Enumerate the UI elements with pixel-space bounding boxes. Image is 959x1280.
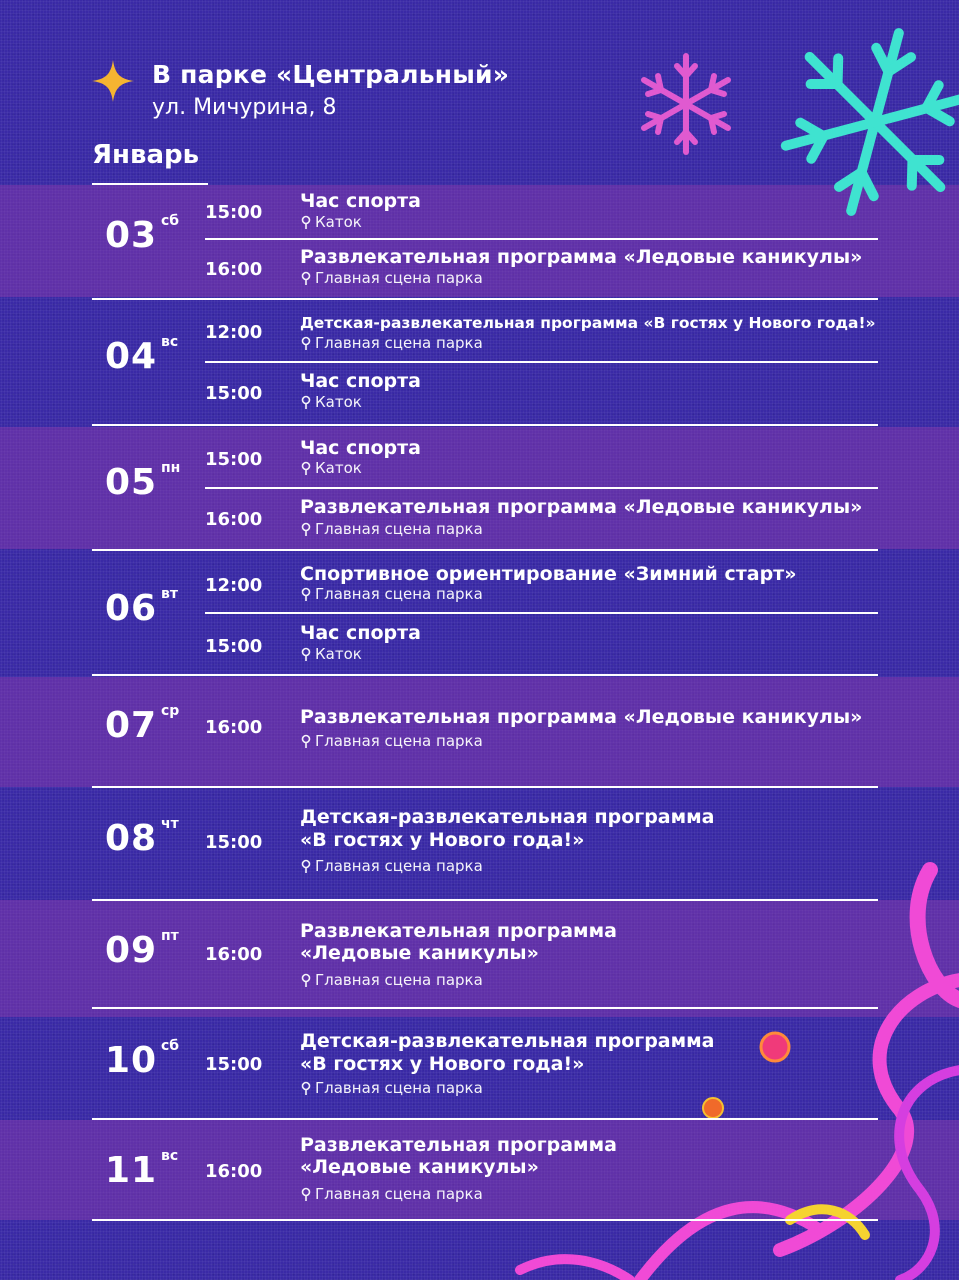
location-pin-icon: [300, 461, 312, 475]
weekday: пн: [161, 460, 181, 476]
park-address: ул. Мичурина, 8: [152, 95, 337, 120]
date-number: 09: [105, 930, 158, 971]
event-time: 16:00: [205, 1161, 263, 1182]
date-number: 07: [105, 705, 158, 746]
weekday: сб: [161, 213, 180, 229]
event-title: Развлекательная программа: [300, 1134, 617, 1156]
weekday: ср: [161, 703, 180, 719]
weekday: сб: [161, 1038, 180, 1054]
event-time: 15:00: [205, 636, 263, 657]
date-number: 03: [105, 215, 158, 256]
date-09: [105, 928, 179, 971]
event-title: Детская-развлекательная программа: [300, 806, 715, 828]
event-place: Главная сцена парка: [300, 1079, 483, 1097]
event-title: Детская-развлекательная программа: [300, 1030, 715, 1052]
event-title: Час спорта: [300, 622, 421, 644]
day-separator: [92, 1219, 878, 1221]
event-place: Главная сцена парка: [300, 585, 483, 603]
date-number: 04: [105, 336, 158, 377]
location-pin-icon: [300, 336, 312, 350]
event-time: 15:00: [205, 832, 263, 853]
event-time: 15:00: [205, 202, 263, 223]
event-time: 12:00: [205, 575, 263, 596]
location-pin-icon: [300, 647, 312, 661]
event-place: Главная сцена парка: [300, 857, 483, 875]
event-title: Спортивное ориентирование «Зимний старт»: [300, 563, 797, 585]
event-title: Час спорта: [300, 370, 421, 392]
location-pin-icon: [300, 395, 312, 409]
location-pin-icon: [300, 859, 312, 873]
event-place: Главная сцена парка: [300, 269, 483, 287]
location-pin-icon: [300, 271, 312, 285]
event-title-line2: «Ледовые каникулы»: [300, 1156, 539, 1178]
event-title: Развлекательная программа «Ледовые каникулы»: [300, 706, 863, 728]
date-04: [105, 334, 179, 377]
event-place: Каток: [300, 213, 362, 231]
event-title: Час спорта: [300, 437, 421, 459]
event-place: Главная сцена парка: [300, 971, 483, 989]
month-title: Январь: [92, 140, 200, 170]
date-07: [105, 703, 180, 746]
day-separator: [92, 674, 878, 676]
event-time: 16:00: [205, 944, 263, 965]
month-underline: [92, 183, 208, 185]
date-03: [105, 213, 180, 256]
event-title: Развлекательная программа «Ледовые каникулы»: [300, 496, 863, 518]
location-pin-icon: [300, 734, 312, 748]
date-11: [105, 1148, 179, 1191]
event-place: Главная сцена парка: [300, 334, 483, 352]
event-place: Главная сцена парка: [300, 732, 483, 750]
location-pin-icon: [300, 215, 312, 229]
event-place: Главная сцена парка: [300, 520, 483, 538]
date-06: [105, 586, 178, 629]
event-title-line2: «В гостях у Нового года!»: [300, 1053, 585, 1075]
weekday: пт: [161, 928, 179, 944]
weekday: вт: [161, 586, 178, 602]
location-pin-icon: [300, 973, 312, 987]
date-number: 06: [105, 588, 158, 629]
location-pin-icon: [300, 522, 312, 536]
day-separator: [92, 786, 878, 788]
day-separator: [92, 1007, 878, 1009]
star-icon: [90, 58, 136, 104]
day-separator: [92, 424, 878, 426]
event-time: 16:00: [205, 509, 263, 530]
day-separator: [92, 1118, 878, 1120]
date-number: 08: [105, 818, 158, 859]
location-pin-icon: [300, 1081, 312, 1095]
date-number: 05: [105, 462, 158, 503]
event-place: Каток: [300, 459, 362, 477]
date-08: [105, 816, 179, 859]
event-separator: [205, 238, 878, 240]
confetti-ball: [761, 1033, 789, 1061]
event-place: Каток: [300, 645, 362, 663]
event-separator: [205, 361, 878, 363]
event-time: 12:00: [205, 322, 263, 343]
event-title: Развлекательная программа: [300, 920, 617, 942]
weekday: вс: [161, 334, 179, 350]
date-number: 11: [105, 1150, 158, 1191]
location-pin-icon: [300, 587, 312, 601]
confetti-ball: [703, 1098, 723, 1118]
snowflake-icon: [644, 56, 728, 152]
date-10: [105, 1038, 180, 1081]
weekday: вс: [161, 1148, 179, 1164]
day-separator: [92, 899, 878, 901]
event-place: Каток: [300, 393, 362, 411]
event-time: 16:00: [205, 259, 263, 280]
event-separator: [205, 612, 878, 614]
event-time: 15:00: [205, 1054, 263, 1075]
day-separator: [92, 549, 878, 551]
day-separator: [92, 298, 878, 300]
event-place: Главная сцена парка: [300, 1185, 483, 1203]
event-separator: [205, 487, 878, 489]
date-number: 10: [105, 1040, 158, 1081]
event-time: 16:00: [205, 717, 263, 738]
event-title: Детская-развлекательная программа «В гостях у Нового года!»: [300, 314, 876, 332]
event-time: 15:00: [205, 449, 263, 470]
event-title: Час спорта: [300, 190, 421, 212]
weekday: чт: [161, 816, 179, 832]
event-title-line2: «Ледовые каникулы»: [300, 942, 539, 964]
event-title: Развлекательная программа «Ледовые каникулы»: [300, 246, 863, 268]
date-05: [105, 460, 181, 503]
location-pin-icon: [300, 1187, 312, 1201]
park-title: В парке «Центральный»: [152, 60, 510, 89]
event-time: 15:00: [205, 383, 263, 404]
event-title-line2: «В гостях у Нового года!»: [300, 829, 585, 851]
